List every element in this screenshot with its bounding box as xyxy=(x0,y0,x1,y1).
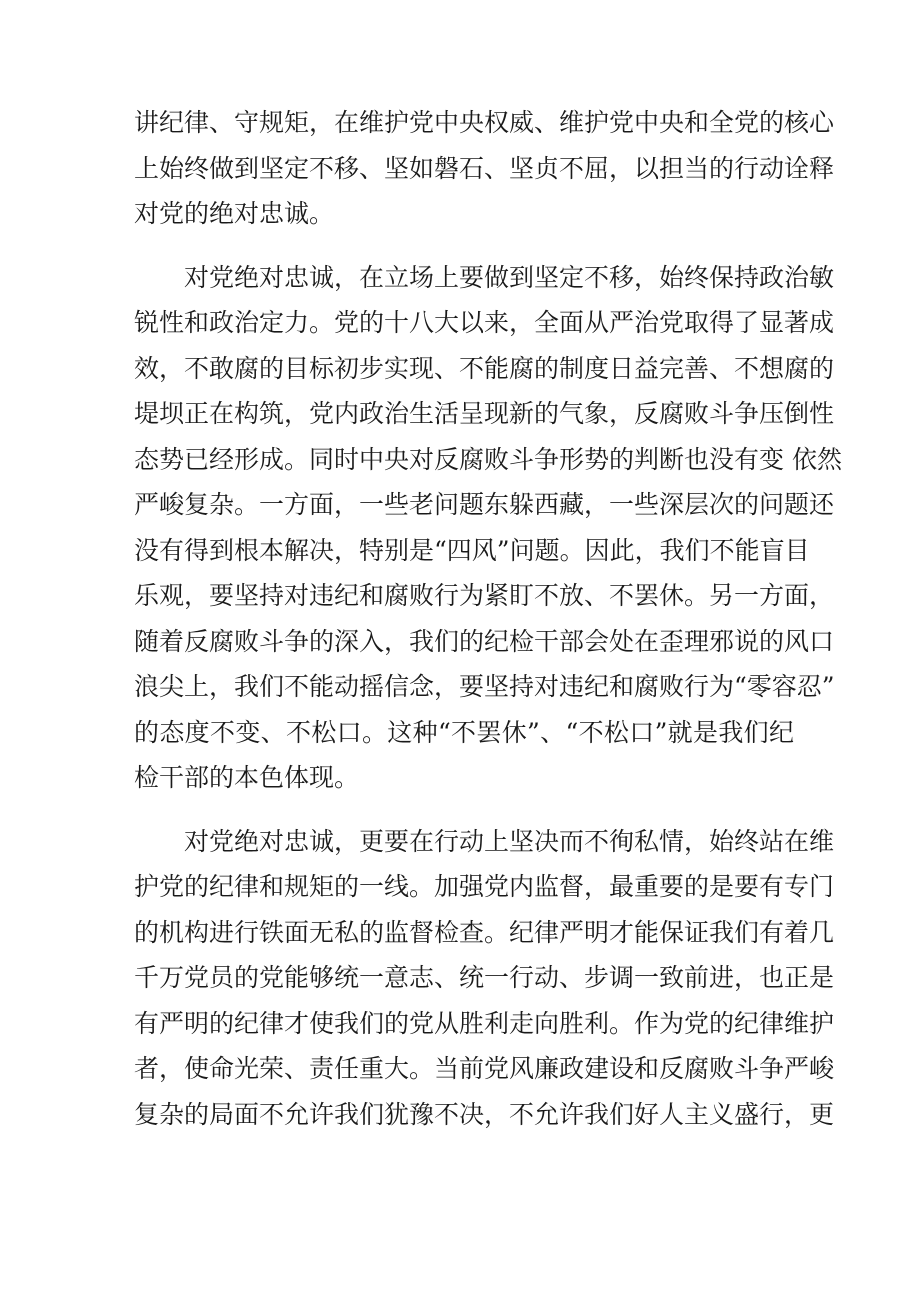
text-line: 随着反腐败斗争的深入，我们的纪检干部会处在歪理邪说的风口 xyxy=(134,626,835,656)
text-line: 的态度不变、不松口。这种“不罢休”、“不松口”就是我们纪 xyxy=(134,717,794,747)
text-line: 堤坝正在构筑，党内政治生活呈现新的气象，反腐败斗争压倒性 xyxy=(134,399,835,428)
text-line: 讲纪律、守规矩，在维护党中央权威、维护党中央和全党的核心 xyxy=(134,108,835,137)
text-line: 千万党员的党能够统一意志、统一行动、步调一致前进，也正是 xyxy=(134,963,835,992)
text-line: 护党的纪律和规矩的一线。加强党内监督，最重要的是要有专门 xyxy=(134,872,835,901)
text-line: 有严明的纪律才使我们的党从胜利走向胜利。作为党的纪律维护 xyxy=(134,1008,835,1038)
text-line: 者，使命光荣、责任重大。当前党风廉政建设和反腐败斗争严峻 xyxy=(134,1054,835,1083)
text-line: 浪尖上，我们不能动摇信念，要坚持对违纪和腐败行为“零容忍” xyxy=(134,672,835,701)
text-line: 锐性和政治定力。党的十八大以来，全面从严治党取得了显著成 xyxy=(134,308,835,337)
text-line: 复杂的局面不允许我们犹豫不决，不允许我们好人主义盛行，更 xyxy=(134,1099,835,1129)
text-line: 上始终做到坚定不移、坚如磐石、坚贞不屈，以担当的行动诠释 xyxy=(134,153,835,183)
text-line: 检干部的本色体现。 xyxy=(134,763,360,792)
paragraph-gap xyxy=(134,237,794,255)
text-line: 严峻复杂。一方面，一些老问题东躲西藏，一些深层次的问题还 xyxy=(134,490,835,519)
text-line: 没有得到根本解决，特别是“四风”问题。因此，我们不能盲目 xyxy=(134,535,810,565)
text-line: 对党的绝对忠诚。 xyxy=(134,199,335,228)
document-body xyxy=(134,100,842,1137)
text-line: 态势已经形成。同时中央对反腐败斗争形势的判断也没有变 依然 xyxy=(134,444,842,474)
paragraph xyxy=(134,100,835,237)
text-line: 对党绝对忠诚，在立场上要做到坚定不移，始终保持政治敏 xyxy=(184,262,835,292)
paragraph xyxy=(134,819,835,1138)
text-line: 的机构进行铁面无私的监督检查。纪律严明才能保证我们有着几 xyxy=(134,917,835,947)
paragraph-gap xyxy=(134,801,794,819)
paragraph xyxy=(134,255,842,801)
text-line: 乐观，要坚持对违纪和腐败行为紧盯不放、不罢休。另一方面， xyxy=(134,581,835,610)
text-line: 效，不敢腐的目标初步实现、不能腐的制度日益完善、不想腐的 xyxy=(134,353,835,383)
text-line: 对党绝对忠诚，更要在行动上坚决而不徇私情，始终站在维 xyxy=(184,826,835,856)
